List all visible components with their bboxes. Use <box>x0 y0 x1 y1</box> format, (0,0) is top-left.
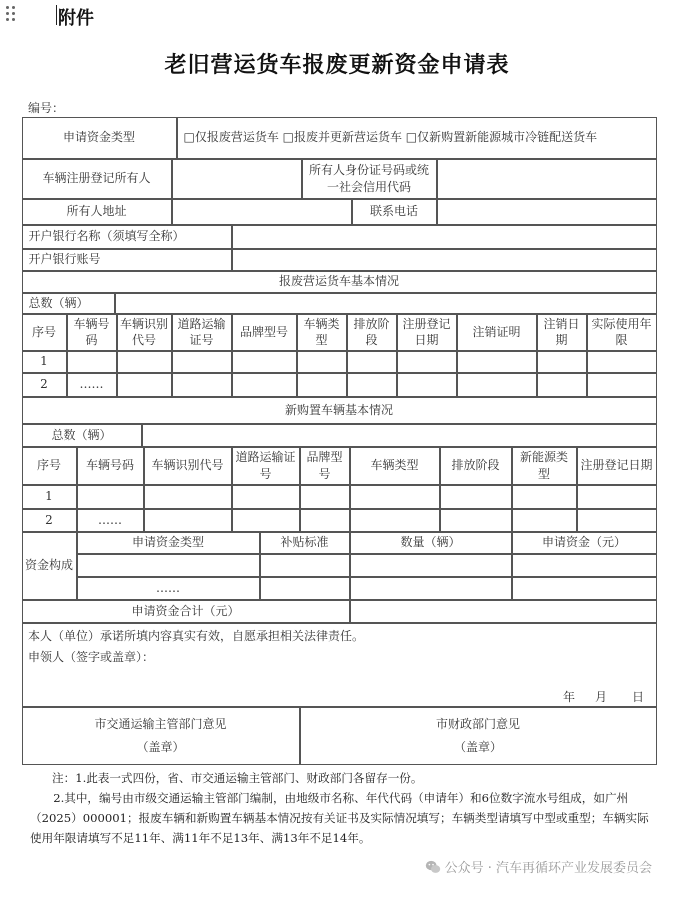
table-cell[interactable] <box>512 577 657 600</box>
funds-total-label: 申请资金合计（元） <box>22 600 350 623</box>
phone-label: 联系电话 <box>352 199 437 225</box>
bank-name-label: 开户银行名称（须填写全称） <box>22 225 232 249</box>
table-cell[interactable] <box>117 373 172 397</box>
signer-label: 申领人（签字或盖章）： <box>28 650 155 664</box>
scrap-header-cell: 注册登记日期 <box>397 314 457 351</box>
funds-label: 资金构成 <box>22 532 77 600</box>
owner-label: 车辆注册登记所有人 <box>22 159 172 199</box>
table-cell[interactable] <box>457 351 537 373</box>
table-cell[interactable] <box>117 351 172 373</box>
finance-opinion-box[interactable] <box>300 707 657 765</box>
scrap-section-title: 报废营运货车基本情况 <box>22 271 657 293</box>
newcar-header-cell: 排放阶段 <box>440 447 512 485</box>
table-cell[interactable] <box>347 351 397 373</box>
page-title: 老旧营运货车报废更新资金申请表 <box>164 53 510 78</box>
table-cell[interactable] <box>350 509 440 532</box>
scrap-header-cell: 道路运输证号 <box>172 314 232 351</box>
table-cell[interactable] <box>512 485 577 509</box>
scrap-header-cell: 车辆号码 <box>67 314 117 351</box>
date-year-label: 年 <box>563 690 576 704</box>
attachment-label: 附件 <box>58 8 94 29</box>
newcar-header-cell: 道路运输证号 <box>232 447 300 485</box>
scrap-header-cell: 排放阶段 <box>347 314 397 351</box>
table-cell[interactable] <box>440 485 512 509</box>
scrap-total-label: 总数（辆） <box>22 293 115 314</box>
table-cell[interactable] <box>172 373 232 397</box>
table-cell[interactable] <box>347 373 397 397</box>
table-cell[interactable] <box>537 351 587 373</box>
table-cell[interactable] <box>232 485 300 509</box>
table-cell[interactable] <box>577 509 657 532</box>
transport-opinion-box[interactable] <box>22 707 300 765</box>
transport-opinion-label: 市交通运输主管部门意见 <box>94 717 227 732</box>
table-cell[interactable] <box>397 373 457 397</box>
table-cell[interactable] <box>350 554 512 577</box>
bank-name-field[interactable] <box>232 225 657 249</box>
table-cell[interactable] <box>232 373 297 397</box>
table-cell[interactable] <box>260 554 350 577</box>
table-cell[interactable] <box>77 554 260 577</box>
table-cell[interactable] <box>77 485 144 509</box>
table-cell[interactable] <box>440 509 512 532</box>
newcar-header-cell: 新能源类型 <box>512 447 577 485</box>
notes <box>30 768 652 848</box>
newcar-total-field[interactable] <box>142 424 657 447</box>
fund-type-options[interactable]: □仅报废营运货车 □报废并更新营运货车 □仅新购置新能源城市冷链配送货车 <box>177 117 657 159</box>
phone-field[interactable] <box>437 199 657 225</box>
date-month-label: 月 <box>595 690 608 704</box>
newcar-header-cell: 车辆识别代号 <box>144 447 232 485</box>
finance-seal-label: （盖章） <box>453 739 502 754</box>
newcar-header-cell: 注册登记日期 <box>577 447 657 485</box>
text-cursor <box>56 5 57 25</box>
scrap-total-field[interactable] <box>115 293 657 314</box>
table-cell[interactable] <box>512 554 657 577</box>
table-cell[interactable] <box>350 577 512 600</box>
funds-header-cell: 申请资金（元） <box>512 532 657 554</box>
scrap-header-cell: 车辆识别代号 <box>117 314 172 351</box>
funds-header-cell: 申请资金类型 <box>77 532 260 554</box>
table-cell[interactable] <box>297 373 347 397</box>
scrap-row-number: 2 <box>22 373 67 397</box>
drag-handle-icon[interactable] <box>6 4 20 24</box>
table-cell[interactable] <box>300 485 350 509</box>
newcar-header-cell: 品牌型号 <box>300 447 350 485</box>
note-2: 2.其中，编号由市级交通运输主管部门编制，由地级市名称、年代代码（申请年）和6位数字流水号组成，如广州（2025）000001；报废车辆和新购置车辆基本情况按有关证书及实际情况填写；车辆类型请填写中型或重型；车辆实际使用年限请填写不足11年、满11年不足13年、满13年不足14年。 <box>30 791 649 845</box>
address-field[interactable] <box>172 199 352 225</box>
table-cell[interactable] <box>232 351 297 373</box>
owner-id-field[interactable] <box>437 159 657 199</box>
table-cell[interactable] <box>297 351 347 373</box>
table-cell[interactable] <box>512 509 577 532</box>
scrap-header-cell: 注销证明 <box>457 314 537 351</box>
finance-opinion-label: 市财政部门意见 <box>435 717 520 732</box>
table-cell[interactable] <box>397 351 457 373</box>
bank-account-field[interactable] <box>232 249 657 271</box>
pledge-statement: 本人（单位）承诺所填内容真实有效，自愿承担相关法律责任。 <box>28 629 365 643</box>
scrap-header-cell: 序号 <box>22 314 67 351</box>
table-cell[interactable] <box>260 577 350 600</box>
newcar-section-title: 新购置车辆基本情况 <box>22 397 657 424</box>
scrap-header-cell: 品牌型号 <box>232 314 297 351</box>
owner-id-label: 所有人身份证号码或统一社会信用代码 <box>302 159 437 199</box>
address-label: 所有人地址 <box>22 199 172 225</box>
table-cell[interactable] <box>537 373 587 397</box>
wechat-icon <box>425 859 441 875</box>
newcar-row-number: 1 <box>22 485 77 509</box>
table-cell[interactable] <box>577 485 657 509</box>
funds-header-cell: 数量（辆） <box>350 532 512 554</box>
table-cell[interactable] <box>587 373 657 397</box>
scrap-ellipsis: …… <box>67 373 117 397</box>
newcar-ellipsis: …… <box>77 509 144 532</box>
newcar-total-label: 总数（辆） <box>22 424 142 447</box>
owner-field[interactable] <box>172 159 302 199</box>
fund-type-label: 申请资金类型 <box>22 117 177 159</box>
scrap-header-cell: 车辆类型 <box>297 314 347 351</box>
table-cell[interactable] <box>300 509 350 532</box>
table-cell[interactable] <box>457 373 537 397</box>
table-cell[interactable] <box>232 509 300 532</box>
scrap-row-number: 1 <box>22 351 67 373</box>
funds-ellipsis: …… <box>77 577 260 600</box>
table-cell[interactable] <box>67 351 117 373</box>
bank-account-label: 开户银行账号 <box>22 249 232 271</box>
serial-number-label: 编号： <box>28 101 65 115</box>
table-cell[interactable] <box>350 485 440 509</box>
watermark-text: 公众号 · 汽车再循环产业发展委员会 <box>444 861 652 876</box>
table-cell[interactable] <box>144 485 232 509</box>
transport-seal-label: （盖章） <box>136 739 185 754</box>
application-form <box>22 117 657 765</box>
table-cell[interactable] <box>144 509 232 532</box>
newcar-header-cell: 车辆类型 <box>350 447 440 485</box>
table-cell[interactable] <box>587 351 657 373</box>
newcar-header-cell: 车辆号码 <box>77 447 144 485</box>
newcar-header-cell: 序号 <box>22 447 77 485</box>
date-day-label: 日 <box>632 690 645 704</box>
newcar-row-number: 2 <box>22 509 77 532</box>
scrap-header-cell: 注销日期 <box>537 314 587 351</box>
funds-header-cell: 补贴标准 <box>260 532 350 554</box>
table-cell[interactable] <box>172 351 232 373</box>
scrap-header-cell: 实际使用年限 <box>587 314 657 351</box>
funds-total-field[interactable] <box>350 600 657 623</box>
note-1: 注：1.此表一式四份，省、市交通运输主管部门、财政部门各留存一份。 <box>52 771 423 785</box>
watermark <box>425 857 652 876</box>
